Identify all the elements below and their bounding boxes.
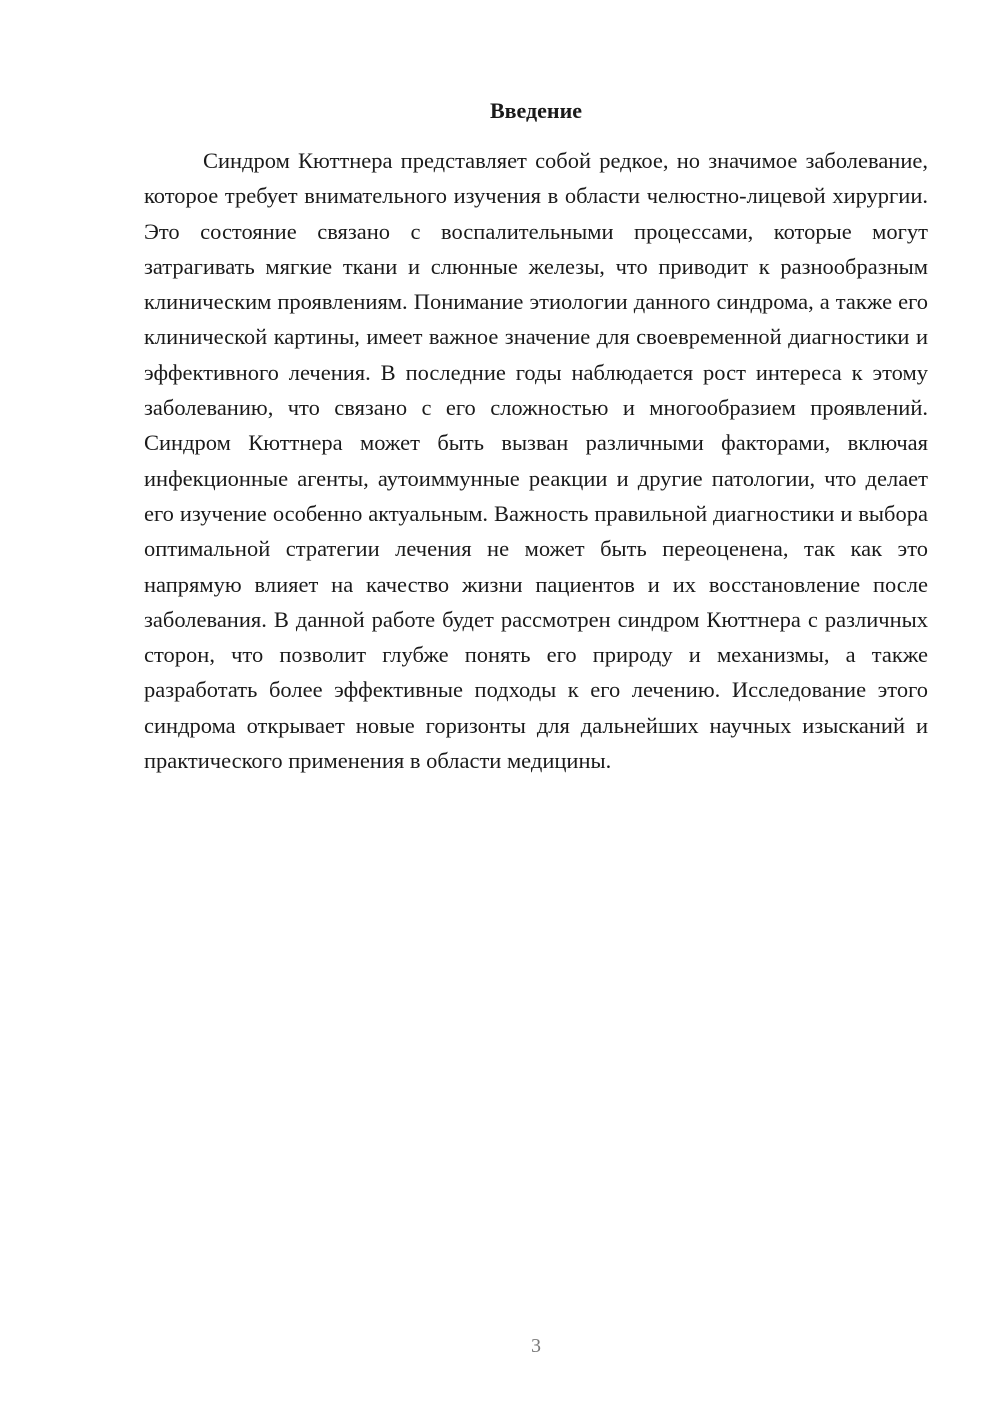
section-heading: Введение bbox=[489, 98, 583, 123]
intro-paragraph: Синдром Кюттнера представляет собой редкое, но значимое заболевание, которое требует внимательного изучения в области челюстно-лицевой хирургии. Это состояние связано с воспалительными процессами, которые могут затрагивать мягкие ткани и слюнные железы, что приводит к разнообразным клиническим проявлениям. Понимание этиологии данного синдрома, а также его клинической картины, имеет важное значение для своевременной диагностики и эффективного лечения. В последние годы наблюдается рост интереса к этому заболеванию, что связано с его сложностью и многообразием проявлений. Синдром Кюттнера может быть вызван различными факторами, включая инфекционные агенты, аутоиммунные реакции и другие патологии, что делает его изучение особенно актуальным. Важность правильной диагностики и выбора оптимальной стратегии лечения не может быть переоценена, так как это напрямую влияет на качество жизни пациентов и их восстановление после заболевания. В данной работе будет рассмотрен синдром Кюттнера с различных сторон, что позволит глубже понять его природу и механизмы, а также разработать более эффективные подходы к его лечению. Исследование этого синдрома открывает новые горизонты для дальнейших научных изысканий и практического применения в области медицины. bbox=[144, 148, 928, 774]
page-number: 3 bbox=[531, 1335, 541, 1357]
